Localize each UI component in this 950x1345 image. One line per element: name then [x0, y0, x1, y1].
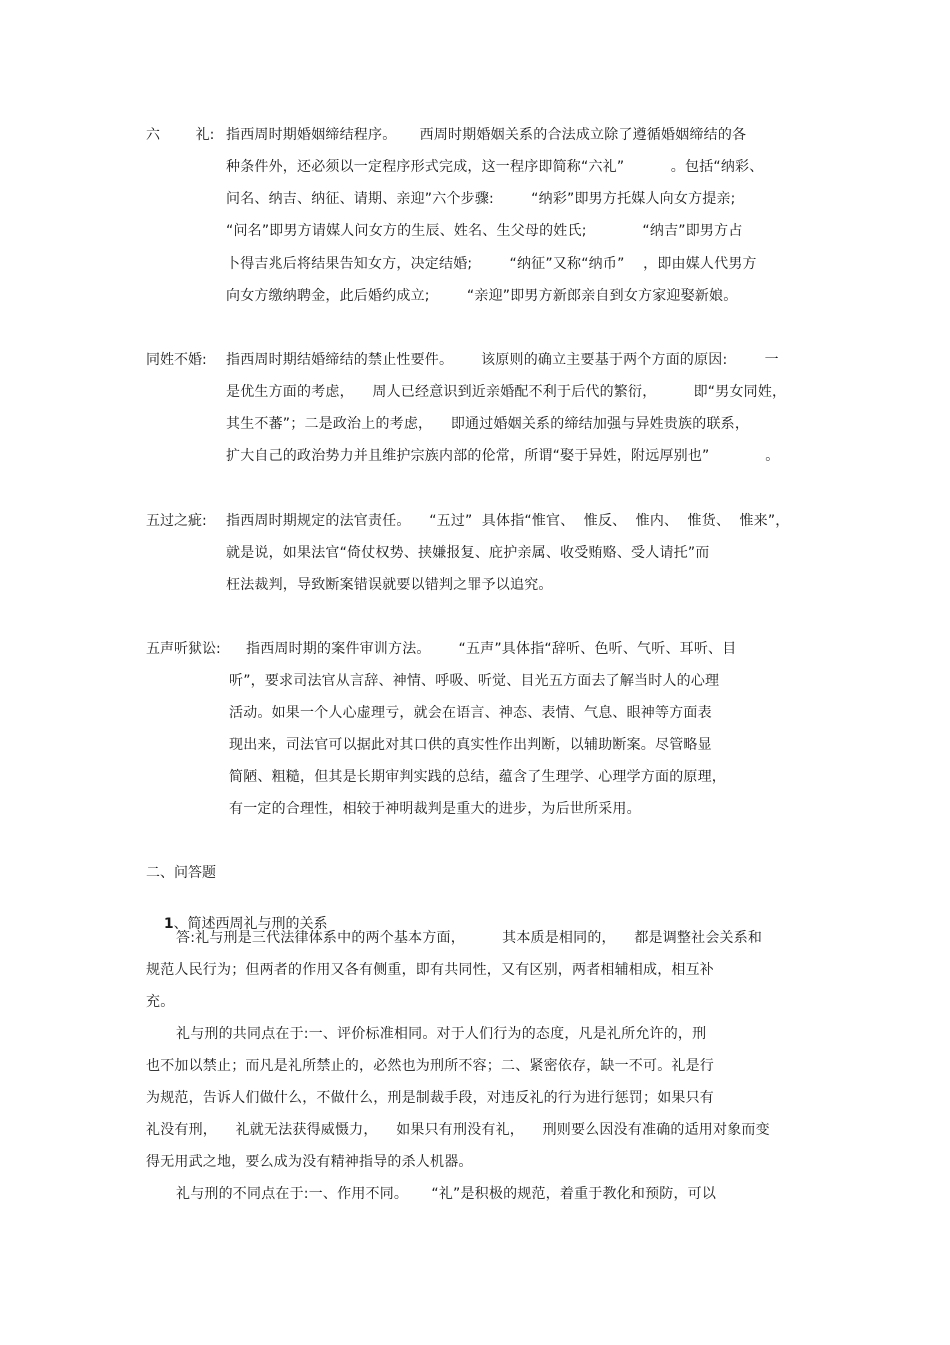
answer-line: 礼与刑的共同点在于:一、评价标准相同。对于人们行为的态度，凡是礼所允许的，刑 — [176, 1026, 707, 1042]
term-line: 其生不蕃”；二是政治上的考虑， 即通过婚姻关系的缔结加强与异姓贵族的联系， — [226, 416, 750, 432]
term-label-liu-li: 六 礼: — [146, 127, 215, 143]
section-heading: 二、问答题 — [146, 865, 216, 881]
answer-line: 得无用武之地，要么成为没有精神指导的杀人机器。 — [146, 1154, 473, 1170]
question-number: 1 — [163, 916, 174, 932]
term-line: 现出来，司法官可以据此对其口供的真实性作出判断，以辅助断案。尽管略显 — [229, 737, 712, 753]
term-line: 问名、纳吉、纳征、请期、亲迎”六个步骤: “纳彩”即男方托媒人向女方提亲; — [226, 191, 736, 207]
term-line: 就是说，如果法官“倚仗权势、挟嫌报复、庇护亲属、收受贿赂、受人请托”而 — [226, 545, 710, 561]
term-line: 指西周时期规定的法官责任。 “五过” 具体指“惟官、 惟反、 惟内、 惟货、 惟来”， — [226, 513, 790, 529]
term-line: 听”，要求司法官从言辞、神情、呼吸、听觉、目光五方面去了解当时人的心理 — [229, 673, 720, 689]
term-line: 种条件外，还必须以一定程序形式完成，这一程序即简称“六礼” 。包括“纳彩、 — [226, 159, 764, 175]
term-line: 向女方缴纳聘金，此后婚约成立; “亲迎”即男方新郎亲自到女方家迎娶新娘。 — [226, 288, 738, 304]
term-line: 枉法裁判，导致断案错误就要以错判之罪予以追究。 — [226, 577, 553, 593]
term-line: 卜得吉兆后将结果告知女方，决定结婚; “纳征”又称“纳币” ，即由媒人代男方 — [226, 256, 757, 272]
term-line: 指西周时期结婚缔结的禁止性要件。 该原则的确立主要基于两个方面的原因: 一 — [226, 352, 779, 368]
term-line: 是优生方面的考虑， 周人已经意识到近亲婚配不利于后代的繁衍， 即“男女同姓， — [226, 384, 787, 400]
answer-line: 礼没有刑， 礼就无法获得威慑力， 如果只有刑没有礼， 刑则要么因没有准确的适用对象而变 — [146, 1122, 770, 1138]
term-line: 活动。如果一个人心虚理亏，就会在语言、神态、表情、气息、眼神等方面表 — [229, 705, 712, 721]
answer-line: 答:礼与刑是三代法律体系中的两个基本方面， 其本质是相同的， 都是调整社会关系和 — [176, 930, 763, 946]
term-line: 指西周时期的案件审训方法。 “五声”具体指“辞听、色听、气听、耳听、目 — [246, 641, 737, 657]
term-line: 指西周时期婚姻缔结程序。 西周时期婚姻关系的合法成立除了遵循婚姻缔结的各 — [226, 127, 747, 143]
answer-line: 也不加以禁止；而凡是礼所禁止的，必然也为刑所不容；二、紧密依存，缺一不可。礼是行 — [146, 1058, 714, 1074]
term-line: 扩大自己的政治势力并且维护宗族内部的伦常，所谓“娶于异姓，附远厚别也” 。 — [226, 448, 780, 464]
term-label-tong-xing-bu-hun: 同姓不婚: — [146, 352, 207, 368]
answer-line: 充。 — [146, 994, 175, 1010]
term-label-wu-guo-zhi-ci: 五过之疵: — [146, 513, 207, 529]
answer-line: 规范人民行为；但两者的作用又各有侧重，即有共同性，又有区别，两者相辅相成，相互补 — [146, 962, 714, 978]
term-line: 有一定的合理性，相较于神明裁判是重大的进步，为后世所采用。 — [229, 801, 641, 817]
answer-line: 为规范，告诉人们做什么，不做什么，刑是制裁手段，对违反礼的行为进行惩罚；如果只有 — [146, 1090, 714, 1106]
term-label-wu-sheng-ting-yu-song: 五声听狱讼: — [146, 641, 221, 657]
term-line: “问名”即男方请媒人问女方的生辰、姓名、生父母的姓氏; “纳吉”即男方占 — [226, 223, 743, 239]
answer-line: 礼与刑的不同点在于:一、作用不同。 “礼”是积极的规范，着重于教化和预防，可以 — [176, 1186, 717, 1202]
question-title-text: 、简述西周礼与刑的关系 — [173, 916, 328, 932]
term-line: 简陋、粗糙，但其是长期审判实践的总结，蕴含了生理学、心理学方面的原理， — [229, 769, 726, 785]
